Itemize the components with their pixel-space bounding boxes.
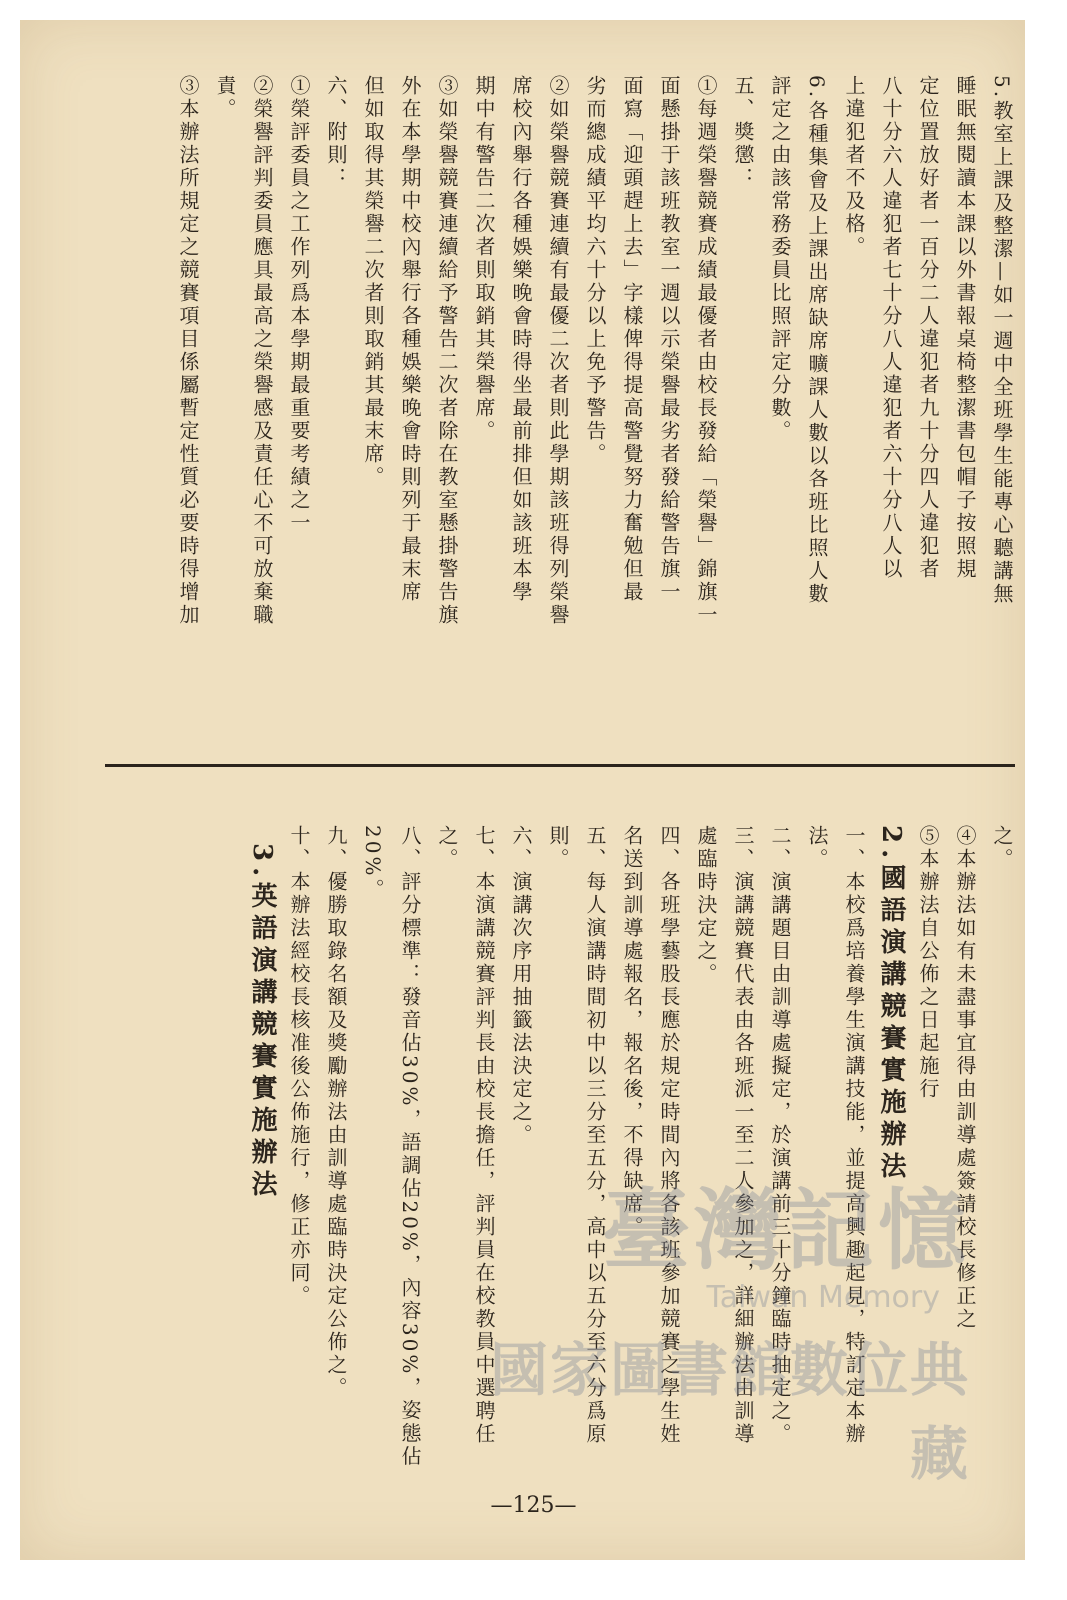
- text-column: 四、各班學藝股長應於規定時間內將各該班參加競賽之學生姓: [657, 825, 681, 1446]
- text-column: 但如取得其榮譽二次者則取銷其最末席。: [361, 75, 385, 489]
- text-column: 5.教室上課及整潔—如一週中全班學生能專心聽講無: [990, 75, 1014, 607]
- watermark-subtitle: Taiwan Memory: [706, 1280, 940, 1315]
- text-column: ①每週榮譽競賽成績最優者由校長發給「榮譽」錦旗一: [694, 75, 718, 627]
- text-column: 責。: [213, 75, 237, 121]
- text-column: ②榮譽評判委員應具最高之榮譽感及責任心不可放棄職: [250, 75, 274, 627]
- watermark-caption: 國家圖書館數位典藏: [489, 1336, 970, 1488]
- lower-section-text: [110, 825, 1020, 1475]
- text-column: 九、優勝取錄名額及獎勵辦法由訓導處臨時決定公佈之。: [324, 825, 348, 1400]
- horizontal-divider: [105, 764, 1015, 767]
- page-number: —125—: [490, 1493, 577, 1518]
- text-column: ③本辦法所規定之競賽項目係屬暫定性質必要時得增加: [176, 75, 200, 627]
- text-column: 面寫「迎頭趕上去」字樣俾得提高警覺努力奮勉但最: [620, 75, 644, 604]
- upper-section-text: [110, 75, 1020, 740]
- text-column: 五、每人演講時間初中以三分至五分，高中以五分至六分爲原: [583, 825, 607, 1446]
- text-column: 20%。: [361, 825, 385, 902]
- text-column: 劣而總成績平均六十分以上免予警告。: [583, 75, 607, 466]
- text-column: 一、本校爲培養學生演講技能，並提高興趣起見，特訂定本辦: [842, 825, 866, 1446]
- section-heading: 五、獎懲：: [731, 75, 755, 190]
- text-column: 外在本學期中校內舉行各種娛樂晚會時則列于最末席: [398, 75, 422, 604]
- section-title: 3.英語演講競賽實施辦法: [247, 843, 277, 1203]
- text-column: 十、本辦法經校長核准後公佈施行，修正亦同。: [287, 825, 311, 1308]
- text-column: 上違犯者不及格。: [842, 75, 866, 259]
- text-column: 六、演講次序用抽籤法決定之。: [509, 825, 533, 1147]
- text-column: 席校內舉行各種娛樂晚會時得坐最前排但如該班本學: [509, 75, 533, 604]
- text-column: ③如榮譽競賽連續給予警告二次者除在教室懸掛警告旗: [435, 75, 459, 627]
- text-column: 則。: [546, 825, 570, 871]
- text-column: 面懸掛于該班教室一週以示榮譽最劣者發給警告旗一: [657, 75, 681, 604]
- text-column: 二、演講題目由訓導處擬定，於演講前三十分鐘臨時抽定之。: [768, 825, 792, 1446]
- text-column: 睡眠無閱讀本課以外書報桌椅整潔書包帽子按照規: [953, 75, 977, 581]
- text-column: 之。: [990, 825, 1014, 871]
- watermark-title: 臺灣記憶: [601, 1178, 970, 1282]
- text-column: 評定之由該常務委員比照評定分數。: [768, 75, 792, 443]
- text-column: ④本辦法如有未盡事宜得由訓導處簽請校長修正之: [953, 825, 977, 1331]
- text-column: 八、評分標準：發音佔30%，語調佔20%，內容30%，姿態佔: [398, 825, 422, 1469]
- section-heading: 六、附則：: [324, 75, 348, 190]
- section-title: 2.國語演講競賽實施辦法: [876, 825, 906, 1185]
- text-column: 七、本演講競賽評判長由校長擔任，評判員在校教員中選聘任: [472, 825, 496, 1446]
- text-column: 名送到訓導處報名，報名後，不得缺席。: [620, 825, 644, 1239]
- text-column: ①榮評委員之工作列爲本學期最重要考績之一: [287, 75, 311, 535]
- text-column: 法。: [805, 825, 829, 871]
- text-column: ②如榮譽競賽連續有最優二次者則此學期該班得列榮譽: [546, 75, 570, 627]
- text-column: 八十分六人違犯者七十分八人違犯者六十分八人以: [879, 75, 903, 581]
- text-column: 之。: [435, 825, 459, 871]
- text-column: 6.各種集會及上課出席缺席曠課人數以各班比照人數: [805, 75, 829, 607]
- text-column: 處臨時決定之。: [694, 825, 718, 986]
- text-column: 期中有警告二次者則取銷其榮譽席。: [472, 75, 496, 443]
- text-column: ⑤本辦法自公佈之日起施行: [916, 825, 940, 1101]
- document-page: [20, 20, 1025, 1560]
- text-column: 定位置放好者一百分二人違犯者九十分四人違犯者: [916, 75, 940, 581]
- text-column: 三、演講競賽代表由各班派一至二人參加之，詳細辦法由訓導: [731, 825, 755, 1446]
